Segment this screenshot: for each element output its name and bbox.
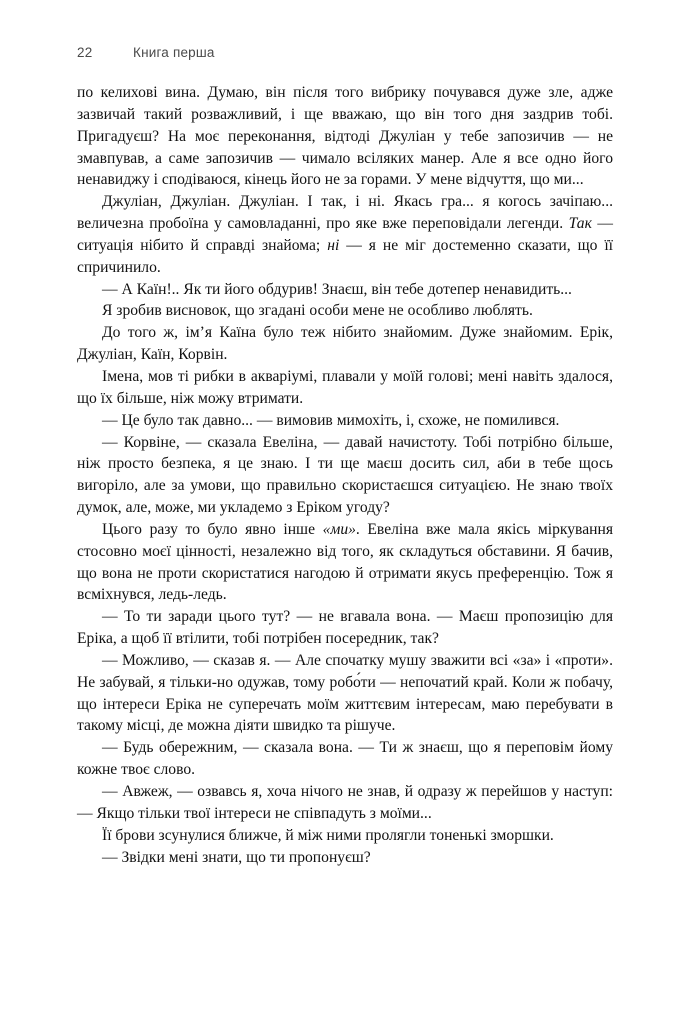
paragraph <box>77 191 613 278</box>
paragraph <box>77 322 613 366</box>
paragraph <box>77 300 613 322</box>
paragraph <box>77 519 613 606</box>
paragraph <box>77 781 613 825</box>
paragraph <box>77 410 613 432</box>
text-run: — Авжеж, — озвавсь я, хоча нічого не знав, й одразу ж перейшов у наступ: — Якщо тільки твої інтереси не співпадуть з моїми... <box>77 783 613 822</box>
text-run: Імена, мов ті рибки в акваріумі, плавали у моїй голові; мені навіть здалося, що їх більше, ніж можу втримати. <box>77 367 613 407</box>
emphasis-text: Так <box>568 215 592 233</box>
text-run: — То ти заради цього тут? — не вгавала вона. — Маєш пропозицію для Еріка, а щоб її втілити, тобі потрібен посередник, так? <box>77 608 613 648</box>
text-run: — Це було так давно... — вимовив мимохіть, і, схоже, не помилився. <box>102 411 560 429</box>
paragraph <box>77 825 613 847</box>
text-run: Її брови зсунулися ближче, й між ними пролягли тоненькі зморшки. <box>102 826 554 844</box>
paragraph <box>77 279 613 301</box>
text-run: — Корвіне, — сказала Евеліна, — давай начистоту. Тобі потрібно більше, ніж просто безпека, я це знаю. І ти ще маєш досить сил, аби в тебе щось вигоріло, але за умови, що правильно скористаєшся ситуацією. Не знаю твоїх думок, але, може, ми укладемо з Еріком угоду? <box>77 433 613 517</box>
running-head-title: Книга перша <box>133 45 215 60</box>
text-run: . Евеліна вже мала якісь міркування стосовно моєї цінності, незалежно від того, як складуться обставини. Я бачив, що вона не проти скористатися нагодою й отримати якусь преференцію. Тож я всміхнувся, ледь-ледь. <box>77 520 613 604</box>
running-head <box>77 44 613 64</box>
text-run: — Можливо, — сказав я. — Але спочатку мушу зважити всі «за» і «проти». Не забувай, я тільки-но одужав, тому робо́ти — непочатий край. Коли ж побачу, що інтереси Еріка не суперечать моїм життєвим інтересам, маю перебувати в такому місці, де можна діяти швидко та рішуче. <box>77 651 613 735</box>
emphasis-text: ні <box>327 236 340 254</box>
text-run: — я не міг достеменно сказати, що її спричинило. <box>77 236 614 276</box>
paragraph <box>77 737 613 781</box>
text-run: Я зробив висновок, що згадані особи мене не особливо люблять. <box>102 302 533 320</box>
text-run: — А Каїн!.. Як ти його обдурив! Знаєш, він тебе дотепер ненавидить... <box>102 280 572 298</box>
page-number: 22 <box>77 45 93 60</box>
text-run: по келихові вина. Думаю, він після того вибрику почувався дуже зле, адже зазвичай такий розважливий, і ще вважаю, що він того дня заздрив тобі. Пригадуєш? На моє переконання, відтоді Джуліан у тебе запозичив — не змавпував, а саме запозичив — чимало всіляких манер. Але я все одно його ненавиджу і сподіваюся, кінець його не за горами. У мене відчуття, що ми... <box>77 84 613 189</box>
paragraph <box>77 366 613 410</box>
body-text <box>77 82 613 868</box>
paragraph <box>77 847 613 869</box>
text-run: Цього разу то було явно інше <box>102 520 323 538</box>
text-run: — Звідки мені знати, що ти пропонуєш? <box>102 848 371 866</box>
paragraph <box>77 650 613 737</box>
text-run: — ситуація нібито й справді знайома; <box>77 215 613 254</box>
paragraph <box>77 82 613 191</box>
paragraph <box>77 606 613 650</box>
emphasis-text: «ми» <box>322 520 356 538</box>
text-run: До того ж, ім’я Каїна було теж нібито знайомим. Дуже знайомим. Ерік, Джуліан, Каїн, Корвін. <box>77 324 613 364</box>
paragraph <box>77 432 613 519</box>
text-run: — Будь обережним, — сказала вона. — Ти ж знаєш, що я переповім йому кожне твоє слово. <box>77 739 613 779</box>
text-run: Джуліан, Джуліан. Джуліан. І так, і ні. Якась гра... я когось зачіпаю... величезна пробоїна у самовладанні, про яке вже переповідали легенди. <box>77 193 613 233</box>
